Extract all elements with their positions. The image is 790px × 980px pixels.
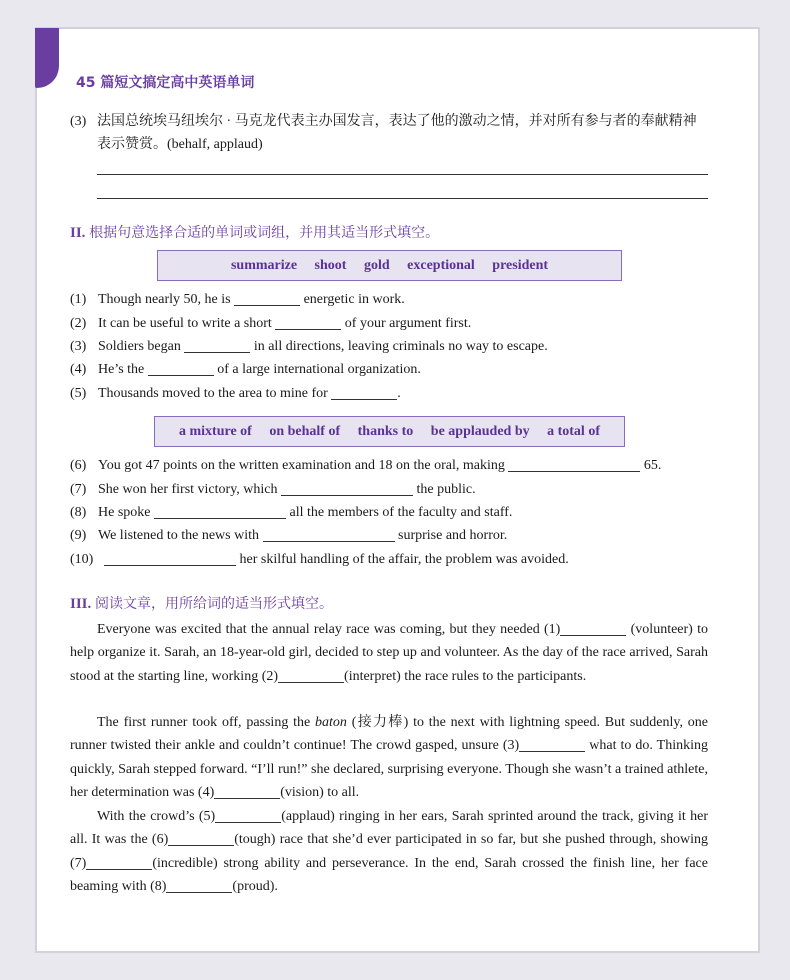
passage-paragraph-1 — [70, 618, 708, 688]
phrase-option: thanks to — [357, 424, 414, 439]
section-3-label: III. — [70, 596, 92, 612]
section-2-heading — [70, 222, 439, 242]
item-text-after: 65. — [643, 458, 662, 473]
answer-blank[interactable] — [281, 481, 413, 496]
passage-text: Everyone was excited that the annual relay race was coming, but they needed (1) — [97, 622, 561, 637]
word-option: president — [492, 258, 549, 273]
phrase-option: on behalf of — [269, 424, 341, 439]
item-text-before: Thousands moved to the area to mine for — [98, 386, 328, 401]
section-3-title: 阅读文章，用所给词的适当形式填空。 — [95, 596, 334, 612]
item-number: (5) — [70, 386, 87, 401]
answer-blank[interactable] — [148, 361, 214, 376]
passage-text: (applaud) ringing in her ears, Sarah sprinted around the track, giving it her all. It was the (6) — [70, 809, 709, 848]
item-text-after: all the members of the faculty and staff. — [289, 505, 513, 520]
item-number: (3) — [70, 339, 87, 354]
item-number: (9) — [70, 528, 87, 543]
passage-text: The first runner took off, passing the — [97, 715, 316, 730]
answer-blank[interactable] — [331, 385, 397, 400]
item-text-after: surprise and horror. — [398, 528, 508, 543]
item-text-after: energetic in work. — [303, 292, 405, 307]
answer-blank[interactable] — [508, 457, 640, 472]
answer-blank[interactable] — [154, 504, 286, 519]
item-text-before: It can be useful to write a short — [98, 316, 272, 331]
item-text-before: Though nearly 50, he is — [98, 292, 231, 307]
passage-paragraph-3 — [70, 805, 708, 898]
blank-8[interactable] — [166, 878, 232, 893]
passage-text: (接力棒) to the next with lightning speed. But suddenly, one runner twisted their ankle and couldn’t continue! The crowd gasped, unsure (3) — [70, 715, 708, 754]
passage-text: (incredible) strong ability and perseverance. In the end, Sarah crossed the finish line, her face beaming with (8) — [70, 855, 708, 894]
answer-blank[interactable] — [275, 315, 341, 330]
passage-text: what to do. Thinking quickly, Sarah stepped forward. “I’ll run!” she declared, surprising everyone. Though she wasn’t a trained athlete, her determination was (4) — [70, 738, 708, 800]
section-3-heading — [70, 593, 333, 613]
word-option: shoot — [314, 258, 347, 273]
item-number: (8) — [70, 505, 87, 520]
item-number: (2) — [70, 316, 87, 331]
question-number: (3) — [70, 114, 87, 129]
fill-item-10 — [70, 550, 569, 570]
fill-item-3 — [70, 337, 548, 357]
item-number: (4) — [70, 362, 87, 377]
fill-item-2 — [70, 314, 471, 334]
item-text-before: You got 47 points on the written examination and 18 on the oral, making — [98, 458, 505, 473]
passage-text: (proud). — [232, 878, 278, 894]
blank-7[interactable] — [86, 855, 152, 870]
item-text-after: of your argument first. — [344, 316, 472, 331]
fill-item-5 — [70, 384, 401, 404]
blank-5[interactable] — [215, 808, 281, 823]
word-option: gold — [363, 258, 390, 273]
blank-2[interactable] — [278, 668, 344, 683]
blank-4[interactable] — [214, 784, 280, 799]
fill-item-4 — [70, 360, 421, 380]
blank-1[interactable] — [560, 621, 626, 636]
item-text-after: of a large international organization. — [217, 362, 421, 377]
item-number: (6) — [70, 458, 87, 473]
fill-item-1 — [70, 290, 405, 310]
fill-item-8 — [70, 503, 512, 523]
item-text-after: . — [397, 386, 401, 401]
question-text: 法国总统埃马纽埃尔 · 马克龙代表主办国发言，表达了他的激动之情，并对所有参与者的奉献精神表示赞赏。(behalf, applaud) — [97, 114, 697, 152]
fill-item-7 — [70, 480, 476, 500]
item-text-before: He spoke — [98, 505, 151, 520]
item-text-before: We listened to the news with — [98, 528, 260, 543]
passage-paragraph-2 — [70, 711, 708, 804]
item-text-after: the public. — [416, 482, 476, 497]
passage-text: (vision) to all. — [280, 784, 360, 800]
item-text-after: her skilful handling of the affair, the problem was avoided. — [239, 552, 569, 567]
item-text-after: in all directions, leaving criminals no way to escape. — [253, 339, 548, 354]
blank-6[interactable] — [168, 831, 234, 846]
passage-text: (tough) race that she’d ever participated in so far, but she pushed through, showing (7) — [70, 832, 709, 871]
word-option: summarize — [230, 258, 298, 273]
phrase-option: a mixture of — [179, 424, 252, 439]
item-number: (10) — [70, 552, 94, 567]
section-2-label: II. — [70, 225, 86, 241]
item-text-before: Soldiers began — [98, 339, 181, 354]
item-number: (1) — [70, 292, 87, 307]
word-box-2 — [154, 416, 625, 447]
fill-item-9 — [70, 526, 507, 546]
word-option: exceptional — [407, 258, 475, 273]
passage-text: (volunteer) to help organize it. Sarah, an 18-year-old girl, decided to step up and volunteer. As the day of the race arrived, Sarah stood at the starting line, working (2) — [70, 622, 708, 684]
phrase-option: a total of — [547, 424, 600, 439]
page-header-title: 45 篇短文搞定高中英语单词 — [76, 75, 255, 91]
section-2-title: 根据句意选择合适的单词或词组，并用其适当形式填空。 — [89, 225, 440, 241]
passage-text: With the crowd’s (5) — [97, 809, 216, 824]
word-box-1 — [157, 250, 622, 281]
answer-blank[interactable] — [184, 338, 250, 353]
answer-blank[interactable] — [263, 527, 395, 542]
fill-item-6 — [70, 456, 661, 476]
passage-italic-word: baton — [315, 715, 347, 730]
answer-line-2[interactable] — [97, 198, 708, 199]
phrase-option: be applauded by — [430, 424, 530, 439]
answer-line-1[interactable] — [97, 174, 708, 175]
blank-3[interactable] — [519, 737, 585, 752]
answer-blank[interactable] — [104, 551, 236, 566]
passage-text: (interpret) the race rules to the participants. — [344, 668, 587, 684]
answer-blank[interactable] — [234, 291, 300, 306]
item-text-before: She won her first victory, which — [98, 482, 278, 497]
item-text-before: He’s the — [98, 362, 145, 377]
item-number: (7) — [70, 482, 87, 497]
translation-question-3 — [70, 110, 710, 156]
